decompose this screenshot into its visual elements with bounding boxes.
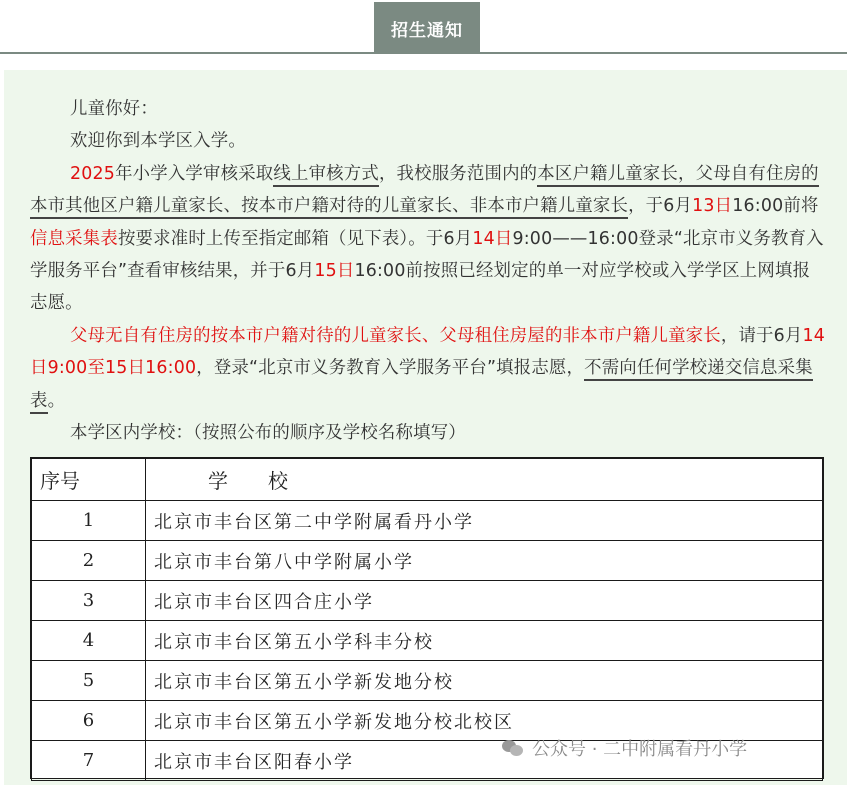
school-name: 北京市丰台第八中学附属小学 (146, 541, 823, 581)
underlined-text: 本区户籍儿童家长，父 (537, 164, 713, 187)
row-number: 3 (32, 581, 146, 621)
text: ，登录“北京市义务教育入学服务平台”填报志愿， (196, 358, 585, 379)
notice-body (30, 93, 826, 449)
schools-intro: 本学区内学校：（按照公布的顺序及学校名称填写） (70, 423, 466, 444)
school-name: 北京市丰台区第五小学新发地分校 (146, 661, 823, 701)
text: ，我校服务范围内的 (378, 163, 538, 184)
text: 9:00——16:00登录“北京市义务教育入学服务平台”查看审核结果，并于6月 (30, 228, 824, 282)
row-number: 2 (32, 541, 146, 581)
table-header-row (32, 459, 823, 501)
text: 。 (47, 390, 66, 411)
school-name: 北京市丰台区第二中学附属看丹小学 (146, 501, 823, 541)
greeting: 儿童你好： (70, 99, 158, 119)
date: 15日 (314, 261, 355, 282)
date: 13日 (692, 196, 733, 217)
row-number: 4 (32, 621, 146, 661)
row-number: 1 (32, 501, 146, 541)
column-header-number: 序号 (32, 459, 146, 501)
header-title: 招生通知 (374, 2, 480, 54)
highlight-text: 父母无自有住房的按本市户籍对待的儿童家长、父母租住房屋的非本市户籍儿童家 (70, 325, 704, 346)
paragraph-volunteer (30, 320, 826, 417)
column-header-school: 学 校 (146, 459, 823, 501)
form-name: 信息采集表 (30, 228, 118, 249)
text: 按要求准时上传至指定邮箱（见下表）。于6月 (117, 228, 473, 249)
underlined-text: 不需向任何学校递交信息采集表 (30, 358, 813, 413)
table-row (32, 621, 823, 661)
row-number: 7 (32, 741, 146, 781)
school-name: 北京市丰台区第五小学新发地分校北校区 (146, 701, 823, 741)
time-range: 14日9:00至15日16:00 (30, 325, 826, 379)
row-number: 5 (32, 661, 146, 701)
table-row (32, 661, 823, 701)
schools-table (30, 457, 824, 779)
underlined-text: 母自有住房的本市其他区户籍儿童家长、按本市户籍对待的儿童家长、非本市户籍儿童 (30, 164, 819, 219)
watermark (502, 733, 812, 763)
welcome-line: 欢迎你到本学区入学。 (70, 131, 246, 152)
text: 年小学入学审核采取 (115, 163, 274, 184)
school-name: 北京市丰台区第五小学科丰分校 (146, 621, 823, 661)
underlined-text: 家长 (593, 196, 628, 219)
table-row (32, 541, 823, 581)
watermark-text: 公众号 · 二中附属看丹小学 (532, 739, 748, 760)
school-name: 北京市丰台区四合庄小学 (146, 581, 823, 621)
highlight-text: 长 (703, 325, 721, 346)
text: 16:00前按照已经划定的单一对应学校或入学学区上网填报志愿。 (30, 261, 811, 314)
paragraph-review (30, 158, 826, 320)
wechat-icon (502, 739, 524, 757)
table-row (32, 501, 823, 541)
table-row (32, 581, 823, 621)
school-name: 北京市丰台区阳春小学 (146, 741, 823, 781)
date: 14日 (472, 228, 513, 249)
row-number: 6 (32, 701, 146, 741)
header-bar (0, 0, 847, 54)
year: 2025 (70, 163, 116, 184)
underlined-text: 线上审核方式 (273, 164, 379, 187)
text: 16:00前将 (732, 196, 819, 217)
text: ，请于6月 (720, 325, 803, 346)
text: ，于6月 (628, 196, 693, 217)
